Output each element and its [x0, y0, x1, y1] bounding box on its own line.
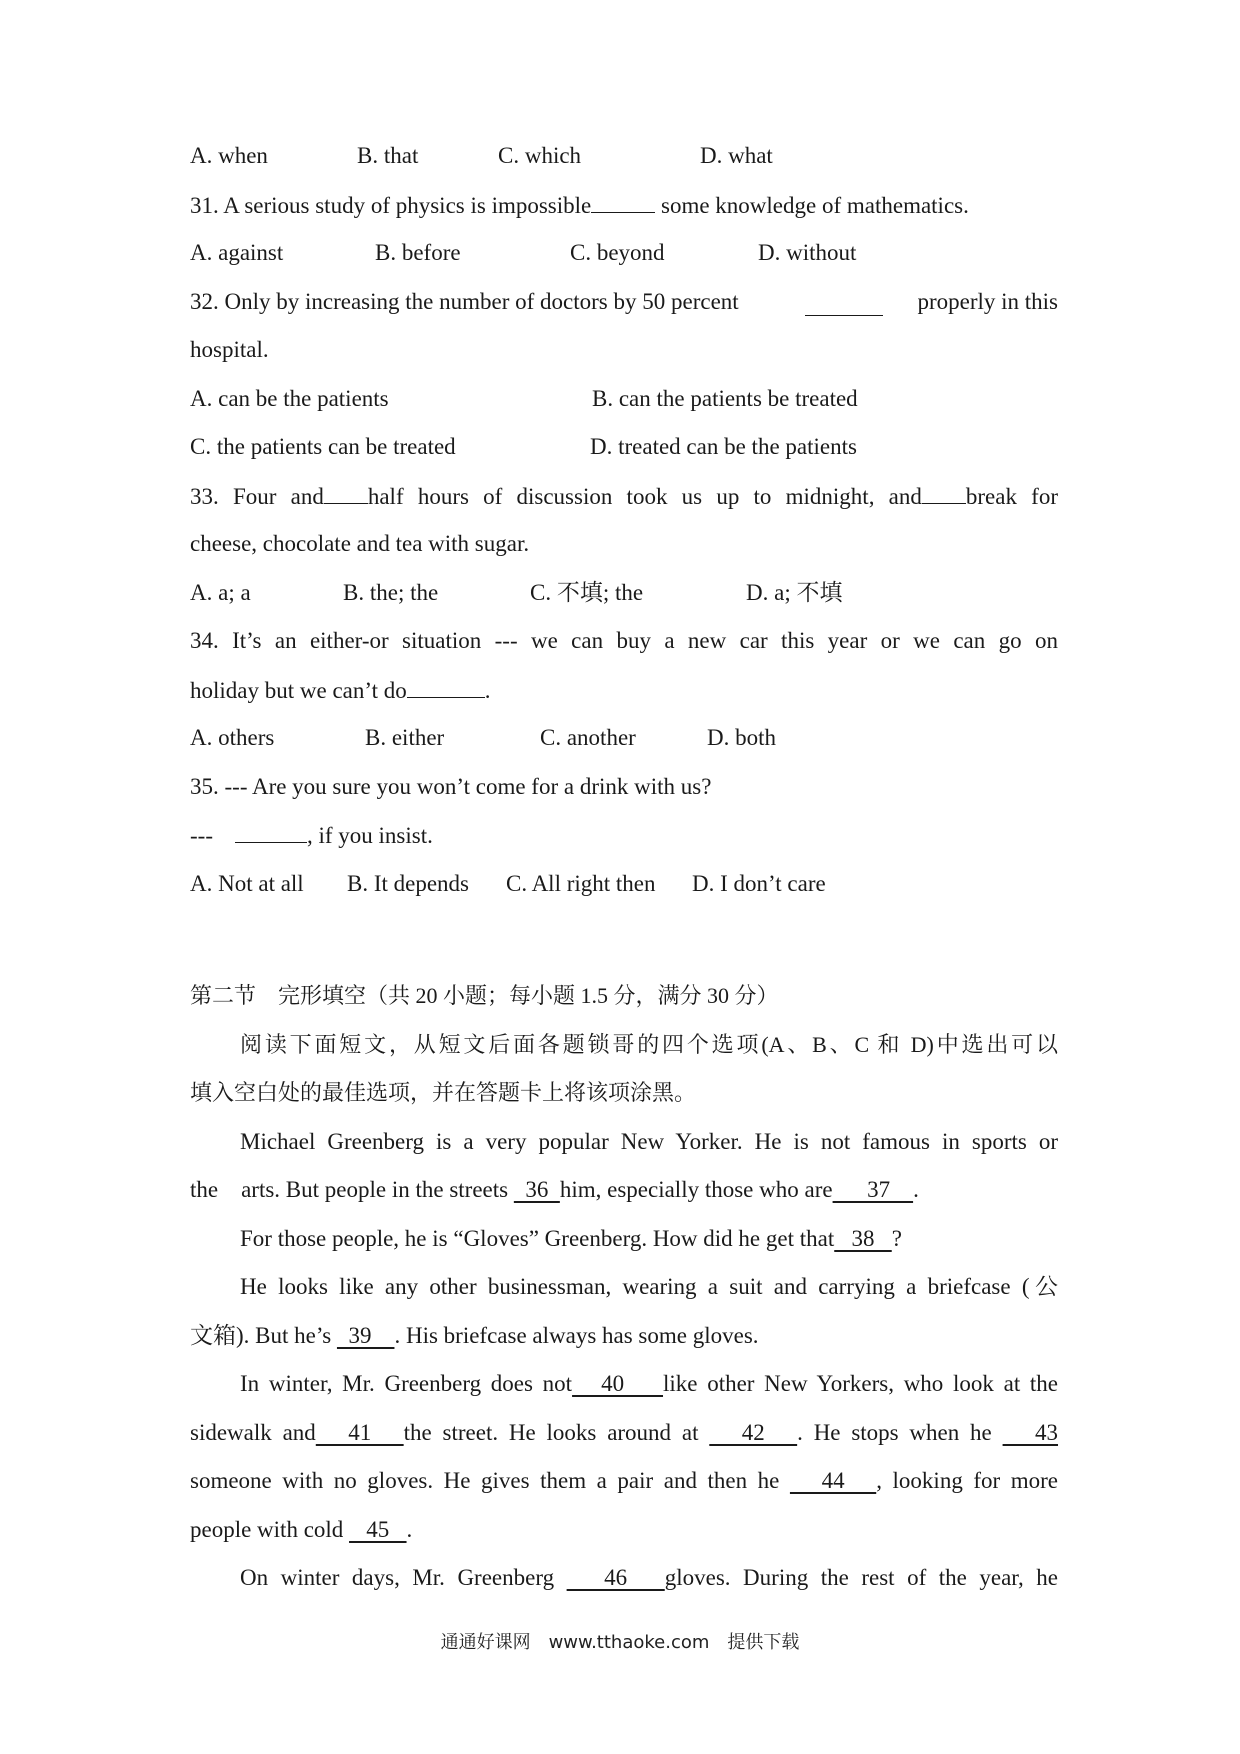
q33-blank-1 — [324, 481, 368, 504]
p4-l2-text-c: . He stops when he — [797, 1420, 1003, 1445]
p4-l1-text-b: like other New Yorkers, who look at the — [663, 1371, 1059, 1396]
q34-cont-after: . — [484, 678, 491, 703]
page-footer: 通通好课网 www.tthaoke.com 提供下载 — [440, 1632, 800, 1653]
passage-p3-line2 — [190, 1321, 1058, 1351]
q33-stem — [190, 481, 1058, 512]
q34-stem: 34. It’s an either-or situation --- we can buy a new car this year or we can go on — [190, 628, 1058, 653]
p3-l2-text-b: . His briefcase always has some gloves. — [394, 1323, 759, 1348]
passage-p1-line2 — [190, 1175, 1058, 1205]
q32-stem-after: properly in this — [917, 289, 1058, 314]
q34-option-a: A. others — [190, 725, 275, 750]
q33-part1: 33. Four and — [190, 484, 324, 509]
q35-stem: 35. --- Are you sure you won’t come for a drink with us? — [190, 774, 712, 799]
passage-p4-line1 — [240, 1369, 1058, 1399]
q33-blank-2 — [922, 481, 966, 504]
q30-option-b: B. that — [357, 143, 419, 168]
section-instructions-line2: 填入空白处的最佳选项，并在答题卡上将该项涂黑。 — [190, 1080, 697, 1105]
q32-option-a: A. can be the patients — [190, 386, 389, 411]
q34-option-c: C. another — [540, 725, 636, 750]
p4-l1-text-a: In winter, Mr. Greenberg does not — [240, 1371, 573, 1396]
section-instructions-line1: 阅读下面短文，从短文后面各题锁哥的四个选项(A、B、C 和 D)中选出可以 — [240, 1032, 1058, 1057]
passage-p5-line1 — [240, 1563, 1058, 1593]
blank-42: 42 — [709, 1420, 798, 1445]
blank-40: 40 — [572, 1371, 664, 1396]
q32-option-b: B. can the patients be treated — [592, 386, 858, 411]
q35-blank — [235, 820, 307, 843]
q32-stem-continued: hospital. — [190, 337, 269, 362]
p1-l2-text-c: . — [913, 1177, 919, 1202]
blank-43: 43 — [1002, 1420, 1059, 1445]
q34-option-d: D. both — [707, 725, 776, 750]
q32-option-d: D. treated can be the patients — [590, 434, 857, 459]
q34-blank — [407, 675, 485, 698]
p2-text-a: For those people, he is “Gloves” Greenberg. How did he get that — [240, 1226, 835, 1251]
passage-p1-line1: Michael Greenberg is a very popular New Yorker. He is not famous in sports or — [240, 1129, 1058, 1154]
q33-part2: half hours of discussion took us up to midnight, and — [367, 484, 922, 509]
q33-part3: break for — [965, 484, 1058, 509]
p5-text-b: gloves. During the rest of the year, he — [664, 1565, 1059, 1590]
q32-blank — [805, 293, 883, 316]
passage-p2 — [240, 1224, 1108, 1254]
q33-option-a: A. a; a — [190, 580, 251, 605]
p1-l2-text-b: him, especially those who are — [559, 1177, 833, 1202]
blank-39: 39 — [336, 1323, 395, 1348]
q30-option-a: A. when — [190, 143, 268, 168]
q35-option-a: A. Not at all — [190, 871, 304, 896]
q34-stem-continued — [190, 675, 1058, 706]
q31-blank — [591, 190, 655, 213]
passage-p4-line3 — [190, 1466, 1058, 1496]
p4-l4-text-a: people with cold — [190, 1517, 350, 1542]
blank-46: 46 — [566, 1565, 665, 1590]
q34-cont-before: holiday but we can’t do — [190, 678, 407, 703]
q33-option-b: B. the; the — [343, 580, 439, 605]
q35-reply-prefix: --- — [190, 823, 213, 848]
q31-stem-before: 31. A serious study of physics is impossible — [190, 193, 592, 218]
q34-option-b: B. either — [365, 725, 445, 750]
p4-l3-text-a: someone with no gloves. He gives them a pair and then he — [190, 1468, 790, 1493]
q32-option-c: C. the patients can be treated — [190, 434, 456, 459]
passage-p3-line1: He looks like any other businessman, wearing a suit and carrying a briefcase (公 — [240, 1274, 1058, 1299]
q31-option-c: C. beyond — [570, 240, 665, 265]
q31-option-a: A. against — [190, 240, 284, 265]
section-heading: 第二节 完形填空（共 20 小题；每小题 1.5 分，满分 30 分） — [190, 983, 779, 1008]
q33-option-d: D. a; 不填 — [746, 580, 843, 605]
blank-45: 45 — [349, 1517, 407, 1542]
blank-38: 38 — [834, 1226, 892, 1251]
q35-option-d: D. I don’t care — [692, 871, 826, 896]
q31-option-b: B. before — [375, 240, 461, 265]
p4-l4-text-b: . — [406, 1517, 413, 1542]
blank-36: 36 — [513, 1177, 560, 1202]
q35-option-b: B. It depends — [347, 871, 470, 896]
passage-p4-line2 — [190, 1418, 1058, 1448]
q32-stem-before: 32. Only by increasing the number of doctors by 50 percent — [190, 289, 739, 314]
p5-text-a: On winter days, Mr. Greenberg — [240, 1565, 567, 1590]
q33-stem-continued: cheese, chocolate and tea with sugar. — [190, 531, 530, 556]
p4-l3-text-b: , looking for more — [876, 1468, 1058, 1493]
p2-text-b: ? — [891, 1226, 902, 1251]
p1-l2-text-a: the arts. But people in the streets — [190, 1177, 514, 1202]
q31-option-d: D. without — [758, 240, 857, 265]
q30-option-c: C. which — [498, 143, 582, 168]
p3-l2-text-a: 文箱). But he’s — [190, 1323, 337, 1348]
q33-option-c: C. 不填; the — [530, 580, 644, 605]
q31-stem-after: some knowledge of mathematics. — [655, 193, 969, 218]
p4-l2-text-b: the street. He looks around at — [403, 1420, 710, 1445]
blank-44: 44 — [789, 1468, 877, 1493]
q30-option-d: D. what — [700, 143, 773, 168]
q31-stem — [190, 190, 1058, 221]
q35-option-c: C. All right then — [506, 871, 656, 896]
q35-reply — [190, 820, 1058, 851]
blank-41: 41 — [315, 1420, 404, 1445]
blank-37: 37 — [832, 1177, 914, 1202]
q35-reply-after: , if you insist. — [306, 823, 433, 848]
passage-p4-line4 — [190, 1515, 1058, 1545]
p4-l2-text-a: sidewalk and — [190, 1420, 316, 1445]
